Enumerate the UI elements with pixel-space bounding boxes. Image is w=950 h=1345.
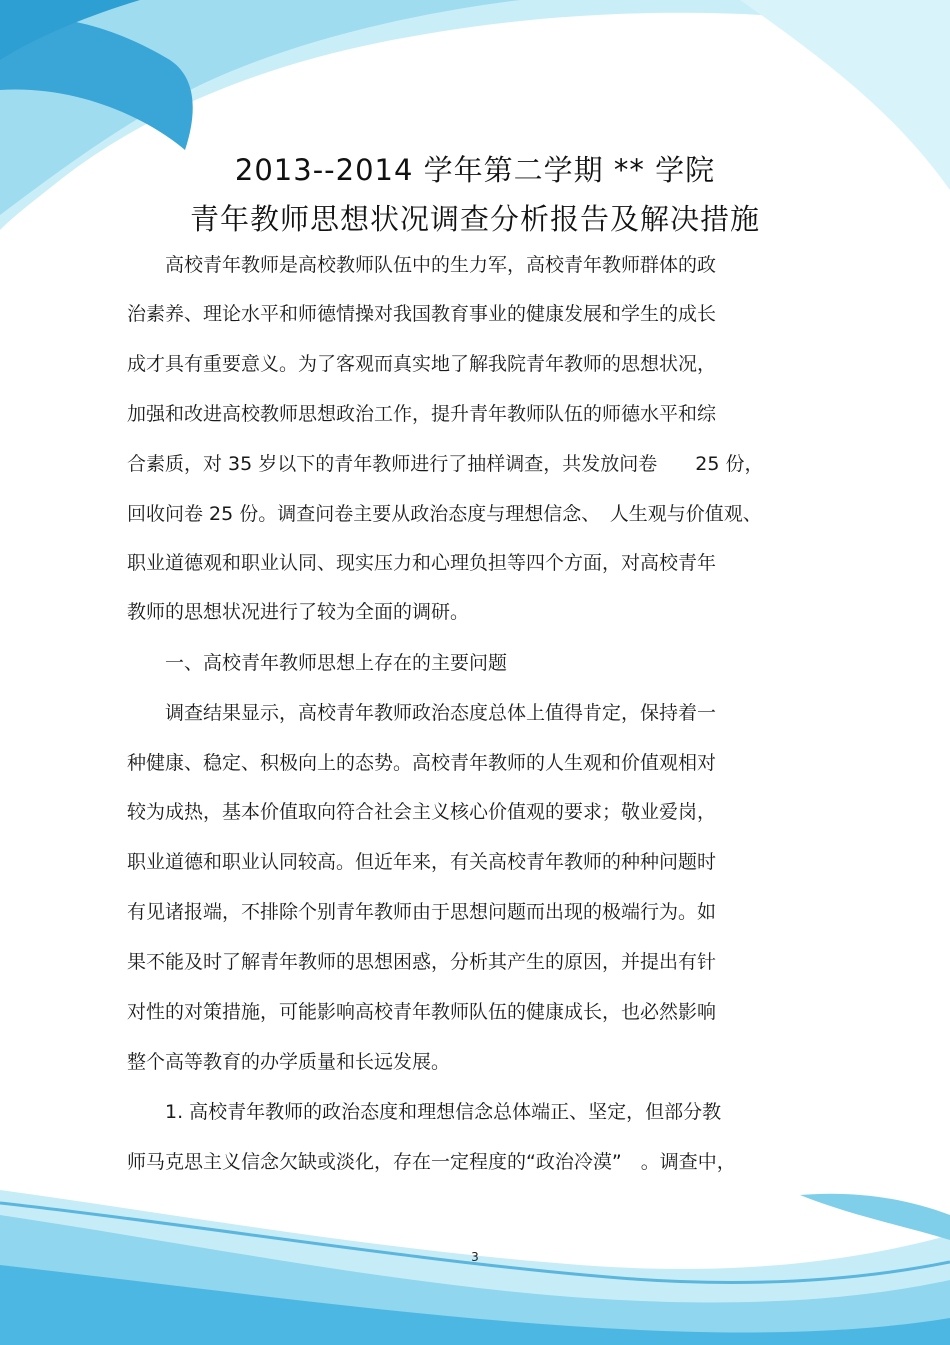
body-line: 对性的对策措施，可能影响高校青年教师队伍的健康成长，也必然影响 [127,1001,717,1023]
body-line: 较为成热，基本价值取向符合社会主义核心价值观的要求；敬业爱岗， [127,801,717,823]
subsection-heading: 1. 高校青年教师的政治态度和理想信念总体端正、坚定，但部分教 [127,1101,722,1123]
body-line: 回收问卷 25 份。调查问卷主要从政治态度与理想信念、 人生观与价值观、 [127,503,762,525]
body-line: 职业道德观和职业认同、现实压力和心理负担等四个方面，对高校青年 [127,552,717,574]
page-number: 3 [471,1250,479,1264]
body-line: 果不能及时了解青年教师的思想困惑，分析其产生的原因，并提出有针 [127,951,717,973]
body-line: 教师的思想状况进行了较为全面的调研。 [127,601,470,623]
body-line: 有见诸报端，不排除个别青年教师由于思想问题而出现的极端行为。如 [127,901,717,923]
bottom-right-wave [800,1194,950,1240]
body-line: 加强和改进高校教师思想政治工作，提升青年教师队伍的师德水平和综 [127,403,717,425]
body-line: 种健康、稳定、积极向上的态势。高校青年教师的人生观和价值观相对 [127,752,717,774]
body-line: 师马克思主义信念欠缺或淡化，存在一定程度的“政治冷漠” 。调查中， [127,1151,736,1173]
body-line: 成才具有重要意义。为了客观而真实地了解我院青年教师的思想状况， [127,353,717,375]
document-title-line1: 2013--2014 学年第二学期 ** 学院 [234,153,716,187]
body-line: 调查结果显示，高校青年教师政治态度总体上值得肯定，保持着一 [127,702,717,724]
body-line: 职业道德和职业认同较高。但近年来，有关高校青年教师的种种问题时 [127,851,717,873]
body-line: 整个高等教育的办学质量和长远发展。 [127,1051,451,1073]
document-title-line2: 青年教师思想状况调查分析报告及解决措施 [189,202,760,236]
body-line: 治素养、理论水平和师德情操对我国教育事业的健康发展和学生的成长 [127,303,717,325]
body-line: 合素质，对 35 岁以下的青年教师进行了抽样调查，共发放问卷 25 份， [127,453,764,475]
body-line: 高校青年教师是高校教师队伍中的生力军，高校青年教师群体的政 [127,254,717,276]
section-heading: 一、高校青年教师思想上存在的主要问题 [127,652,508,674]
